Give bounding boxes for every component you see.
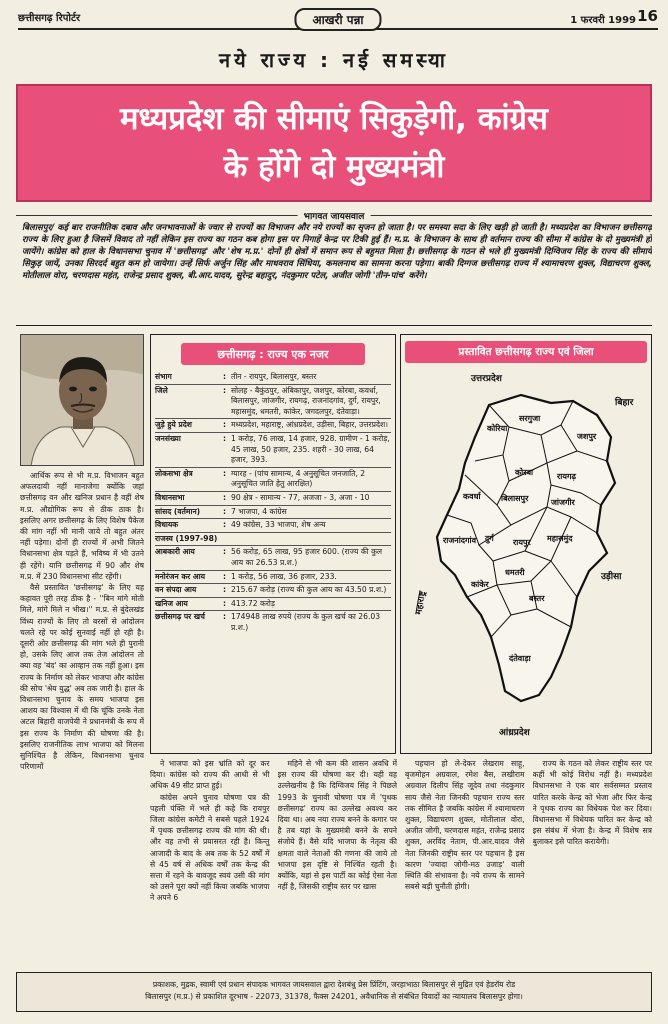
fact-key: सांसद (वर्तमान): [155, 506, 201, 516]
masthead: छत्तीसगढ़ रिपोर्टर: [18, 13, 81, 24]
label-andhra-pradesh: आंध्रप्रदेश: [499, 728, 530, 738]
label-jashpur: जशपुर: [577, 432, 597, 441]
fact-table: [155, 371, 391, 634]
fact-value: तीन - रायपुर, बिलासपुर, बस्तर: [231, 372, 317, 381]
page-date: 1 फरवरी 1999: [570, 15, 636, 26]
label-durg: दुर्ग: [485, 534, 494, 543]
fact-value: [217, 534, 391, 545]
page-number: 16: [637, 7, 658, 25]
fact-key: खनिज आय: [155, 598, 188, 608]
body-paragraph: पहचान हो ले-देकर लेखराम साहू, बृजमोहन अग्रवाल, रमेश बैस, लखीराम अग्रवाल दिलीप सिंह जूदेव तथा नंदकुमार साय जैसे नेता जिनकी पहचान राज्य स्तर तक सीमित है जबकि कांग्रेस में श्यामाचरण शुक्ल, विद्याचरण शुक्ल, मोतीलाल वोरा, अजीत जोगी, चरणदास महंत, राजेन्द्र प्रसाद शुक्ल, अरविंद नेताम, पी.आर.यादव जैसे नेता जिनकी राष्ट्रीय स्तर पर पहचान है इस कारण 'ज्यादा जोगी-मठ उजाड़' वाली स्थिति की संभावना है। नये राज्य के सामने सबसे बड़ी चुनौती होगी।: [405, 759, 525, 892]
fact-box-title: छत्तीसगढ़ : राज्य एक नजर: [181, 343, 365, 365]
headline-line-2: के होंगे दो मुख्यमंत्री: [223, 149, 445, 185]
fact-key: लोकसभा क्षेत्र: [155, 468, 193, 478]
fact-value: 56 करोड़, 65 लाख, 95 हजार 600. (राज्य की कुल आय का 26.53 प्र.श.): [231, 547, 383, 567]
fact-row-revenue: [155, 533, 391, 547]
fact-value: 413.72 करोड़: [231, 598, 275, 608]
body-paragraph: ने भाजपा को इस भ्रांति को दूर कर दिया। कांग्रेस को राज्य की आधी से भी अधिक 49 सीट प्राप्त हुई।: [150, 759, 270, 791]
byline-row: [16, 209, 652, 221]
portrait-illustration: [21, 335, 144, 466]
label-sarguja: सरगुजा: [519, 414, 541, 423]
fact-key: संभाग: [155, 372, 172, 381]
body-column-4: [533, 758, 653, 970]
fact-row-mps: सांसद (वर्तमान) : 7 भाजपा, 4 कांग्रेस: [155, 506, 391, 520]
fact-row-expenditure: छत्तीसगढ़ पर खर्च : 174948 लाख रुपये (राज्य के कुल खर्च का 26.03 प्र.श.): [155, 611, 391, 634]
chhattisgarh-map: [401, 365, 653, 753]
fact-value: 1 करोड़, 56 लाख, 36 हजार, 233.: [231, 571, 337, 581]
fact-row-vidhansabha: विधानसभा : 90 क्षेत्र - सामान्य - 77, अजजा - 3, अजा - 10: [155, 492, 391, 506]
fact-key: जनसंख्या: [155, 433, 181, 443]
page-header: [18, 8, 658, 30]
headline-line-1: मध्यप्रदेश की सीमाएं सिकुड़ेगी, कांग्रेस: [120, 101, 548, 137]
fact-row-mlas: विधायक : 49 कांग्रेस, 33 भाजपा, शेष अन्य: [155, 519, 391, 533]
body-column-2: [278, 758, 398, 970]
fact-key: राजस्व (1997-98): [155, 533, 218, 543]
fact-key: आबकारी आय: [155, 547, 195, 557]
intro-paragraph: बिलासपुर/ कई बार राजनीतिक दबाव और जनभावनाओं के ज्वार से राज्यों का विभाजन और नये राज्यों का सृजन हो जाता है। पर समस्या सदा के लिए खड़ी हो जाती है। मध्यप्रदेश का विभाजन छत्तीसगढ़ राज्य के लिए हुआ है जिसमें विवाद तो नहीं लेकिन इस राज्य का गठन कब होगा इस पर निगाहें केन्द्र पर टिकी हुई हैं। म.प्र. के विभाजन के साथ ही वर्तमान राज्य की सीमा में कांग्रेस के दो मुख्यमंत्री हो जायेंगे। कांग्रेस को हाल के विधानसभा चुनाव में 'छत्तीसगढ़' और 'शेष म.प्र.' दोनों ही क्षेत्रों में समान रूप से बहुमत मिला है। छत्तीसगढ़ के गठन से भले ही मुख्यमंत्री दिग्विजय सिंह के राज्य की सीमायें सिकुड़ जायें, उनका सिरदर्द बहुत कम हो जायेगा। उन्हें सिर्फ अर्जुन सिंह और माधवराव सिंधिया, कमलनाथ का सामना करना पड़ेगा। बाकी दिग्गज छत्तीसगढ़ राज्य में श्यामाचरण शुक्ल, विद्याचरण शुक्ल, मोतीलाल वोरा, चरणदास महंत, राजेन्द्र प्रसाद शुक्ल, बी.आर.यादव, सुरेन्द्र बहादुर, नंदकुमार पटेल, अजीत जोगी 'तीन-पांच' करेंगे।: [22, 223, 652, 281]
label-raigarh: रायगढ़: [557, 472, 576, 481]
label-rajnandgaon: राजनांदगांव: [443, 536, 477, 545]
body-column-1: [150, 758, 270, 970]
fact-row-districts: जिले : सोलह - बैकुंठपुर, अंबिकापुर, जशपुर, कोरबा, कवर्धा, बिलासपुर, जांजगीर, रायगढ़, राजनांदगांव, दुर्ग, रायपुर, महासमुंद, धमतरी, कांकेर, जगदलपुर, दंतेवाड़ा।: [155, 385, 391, 420]
label-raipur: रायपुर: [513, 538, 531, 547]
left-paragraph-2: वैसे प्रस्तावित 'छत्तीसगढ़' के लिए यह कहावत पूरी तरह ठीक है - ''बिन मांगे मोती मिले, मांगे मिले न भीख।'' म.प्र. से बुंदेलखंड विंध्य राज्यों के लिए तो बरसों से आंदोलन चलते रहे पर कोई सुनवाई नहीं हो रही है। दूसरी ओर छत्तीसगढ़ की मांग भले ही पुरानी हो, उसके लिए आज तक तेज आंदोलन तो क्या वह 'बंद' का आव्हान तक नहीं हुआ। इस राज्य के निर्माण को लेकर भाजपा और कांग्रेस की सोच 'श्रेय युद्ध' अब तक जारी है। हाल के विधानसभा चुनाव के समय भाजपा इस आशय का विश्वास में थी कि चूंकि उनके नेता अटल बिहारी वाजपेयी ने प्रधानमंत्री के रूप में इस राज्य के निर्माण की घोषणा की है। इसलिए राजनीतिक लाभ भाजपा को मिलना सुनिश्चित है लेकिन, विधानसभा चुनाव परिणामों: [20, 583, 144, 772]
article-body: [150, 758, 652, 970]
fact-row-population: जनसंख्या : 1 करोड़, 76 लाख, 14 हजार, 928. ग्रामीण - 1 करोड़, 45 लाख, 50 हजार, 235. शहरी - 30 लाख, 64 हजार, 393.: [155, 433, 391, 468]
body-paragraph: महिने से भी कम की शासन अवधि में इस राज्य की घोषणा कर दी। यही वह उल्लेखनीय है कि दिग्विजय सिंह ने पिछले 1993 के चुनावी घोषणा पत्र में 'पृथक छत्तीसगढ़' राज्य का उल्लेख अवश्य कर दिया था। अब नया राज्य बनने के कगार पर है तब यहां के मुख्यमंत्री बनने के सपने संजोये हैं। वैसे यदि भाजपा के नेतृत्व की क्षमता वाले नेताओं की गणना की जाये तो भाजपा इस दृष्टि से निश्चिंत रहती है। क्योंकि, यहां से इस पार्टी का कोई ऐसा नेता नहीं है, जिसकी राष्ट्रीय स्तर पर खास: [277, 759, 397, 892]
section-tag: आखरी पन्ना: [294, 8, 381, 31]
body-paragraph: कांग्रेस अपने चुनाव घोषणा पत्र की पहली पंक्ति में भले ही कहे कि रायपुर जिला कांग्रेस कमेटी ने सबसे पहले 1924 में पृथक छत्तीसगढ़ राज्य की मांग की थी। और वह तभी से प्रयासरत रही है। किन्तु आजादी के बाद के अब तक के 52 वर्षों में से 45 वर्ष से अधिक वर्षों तक केन्द्र की सत्ता में रहने के बावजूद स्वयं उसी की मांग को उसने पूरा क्यों नहीं किया जबकि भाजपा ने अपने 6: [150, 792, 270, 903]
fact-row-forest-income: वन संपदा आय : 215.67 करोड़ (राज्य की कुल आय का 43.50 प्र.श.): [155, 584, 391, 598]
label-kanker: कांकेर: [471, 580, 489, 589]
label-kawardha: कवर्धा: [463, 492, 481, 501]
label-korba: कोरबा: [515, 468, 534, 477]
fact-value: 7 भाजपा, 4 कांग्रेस: [231, 506, 287, 516]
district-map-box: [400, 334, 652, 754]
fact-row-mineral-income: खनिज आय : 413.72 करोड़: [155, 598, 391, 612]
label-bilaspur: बिलासपुर: [501, 494, 529, 503]
fact-key: विधानसभा: [155, 492, 185, 502]
label-koriya: कोरिया: [487, 424, 508, 433]
fact-key: छत्तीसगढ़ पर खर्च: [155, 612, 205, 622]
kicker-heading: नये राज्य : नई समस्या: [219, 48, 449, 72]
fact-value: सोलह - बैकुंठपुर, अंबिकापुर, जशपुर, कोरबा, कवर्धा, बिलासपुर, जांजगीर, रायगढ़, राजनांदगांव, दुर्ग, रायपुर, महासमुंद, धमतरी, कांकेर, जगदलपुर, दंतेवाड़ा।: [231, 385, 381, 416]
fact-key: वन संपदा आय: [155, 585, 197, 595]
fact-value: 49 कांग्रेस, 33 भाजपा, शेष अन्य: [231, 520, 326, 530]
fact-value: 1 करोड़, 76 लाख, 14 हजार, 928. ग्रामीण - 1 करोड़, 45 लाख, 50 हजार, 235. शहरी - 30 लाख, 64 हजार, 393.: [231, 433, 390, 465]
label-maharashtra: महाराष्ट्र: [414, 590, 429, 616]
fact-key: जिले: [155, 385, 168, 395]
map-title: प्रस्तावित छत्तीसगढ़ राज्य एवं जिला: [405, 341, 647, 363]
intro-divider: [16, 325, 652, 326]
label-dhamtari: धमतरी: [505, 568, 525, 577]
label-bastar: बस्तर: [529, 594, 545, 603]
fact-value: 174948 लाख रुपये (राज्य के कुल खर्च का 26.03 प्र.श.): [231, 612, 381, 632]
imprint-line-2: बिलासपुर (म.प्र.) से प्रकाशित दूरभाष - 22073, 31378, फैक्स 24201, अवैधानिक से संबंधित विवादों का न्यायालय बिलासपुर होगा।: [145, 992, 523, 1001]
body-column-3: [405, 758, 525, 970]
fact-value: 215.67 करोड़ (राज्य की कुल आय का 43.50 प्र.श.): [231, 585, 387, 595]
left-paragraph-1: आर्थिक रूप से भी म.प्र. विभाजन बहुत अफलदायी नहीं मानाजेगा क्योंकि जहां छत्तीसगढ़ वन और खनिज प्रधान है वहीं शेष म.प्र. औद्योगिक रूप से ठीक ठाक है। इसलिए अगर छत्तीसगढ़ के लिए विशेष पैकेज की मांग नहीं भी मानी जाये तो बहुत अंतर नहीं पड़ेगा। दोनों ही राज्यों में अभी जितने विधानसभा क्षेत्र पड़ते हैं, भविष्य में भी उतने ही रहेंगे। यानि छत्तीसगढ़ में 90 और शेष म.प्र. में 230 विधानसभा सीट रहेंगी।: [20, 471, 144, 581]
imprint-line-1: प्रकाशक, मुद्रक, स्वामी एवं प्रधान संपादक भागवत जायसवाल द्वारा देशबंधु प्रेस प्रिंटिंग, जरहाभाठा बिलासपुर से मुद्रित एवं हेडरॉय रोड: [152, 980, 516, 989]
fact-value: 90 क्षेत्र - सामान्य - 77, अजजा - 3, अजा - 10: [231, 492, 370, 502]
label-dantewada: दंतेवाड़ा: [509, 654, 531, 663]
imprint-footer: [16, 972, 652, 1012]
label-uttar-pradesh: उत्तरप्रदेश: [471, 374, 502, 384]
state-fact-box: [150, 334, 396, 754]
label-orissa: उड़ीसा: [601, 572, 622, 582]
label-mahasamund: महासमुंद: [547, 534, 573, 543]
headline-banner: [16, 84, 652, 202]
fact-key: जुड़े हुये प्रदेश: [155, 420, 192, 430]
label-bihar: बिहार: [615, 398, 634, 408]
fact-value: ग्यारह - (पांच सामान्य, 4 अनुसूचित जनजाति, 2 अनुसूचित जाति हेतु आरक्षित): [231, 468, 366, 489]
portrait-photo: [20, 334, 144, 466]
fact-row-entertainment-tax: मनोरंजन कर आय : 1 करोड़, 56 लाख, 36 हजार, 233.: [155, 571, 391, 585]
left-column-text: [20, 470, 144, 990]
byline: भागवत जायसवाल: [298, 209, 371, 222]
fact-value: मध्यप्रदेश, महाराष्ट्र, आंध्रप्रदेश, उड़ीसा, बिहार, उत्तरप्रदेश।: [231, 420, 389, 430]
fact-row-loksabha: लोकसभा क्षेत्र : ग्यारह - (पांच सामान्य, 4 अनुसूचित जनजाति, 2 अनुसूचित जाति हेतु आरक्षित): [155, 468, 391, 492]
fact-row-divisions: संभाग : तीन - रायपुर, बिलासपुर, बस्तर: [155, 371, 391, 385]
fact-key: मनोरंजन कर आय: [155, 571, 206, 581]
fact-row-excise: आबकारी आय : 56 करोड़, 65 लाख, 95 हजार 600. (राज्य की कुल आय का 26.53 प्र.श.): [155, 546, 391, 570]
fact-row-bordering-states: जुड़े हुये प्रदेश : मध्यप्रदेश, महाराष्ट्र, आंध्रप्रदेश, उड़ीसा, बिहार, उत्तरप्रदेश।: [155, 419, 391, 433]
fact-key: विधायक: [155, 520, 179, 530]
label-janjgir: जांजगीर: [551, 498, 575, 507]
body-paragraph: राज्य के गठन को लेकर राष्ट्रीय स्तर पर कहीं भी कोई विरोध नहीं है। मध्यप्रदेश विधानसभा ने एक बार सर्वसम्मत प्रस्ताव पारित करके केन्द्र को भेजा और फिर केन्द्र ने पृथक राज्य का विधेयक पेश कर दिया। विधानसभा में विधेयक पारित कर केन्द्र को इस संबंध में भेजा है। केन्द्र में विशेष सत्र बुलाकर इसे पारित करायेगी।: [532, 759, 652, 847]
